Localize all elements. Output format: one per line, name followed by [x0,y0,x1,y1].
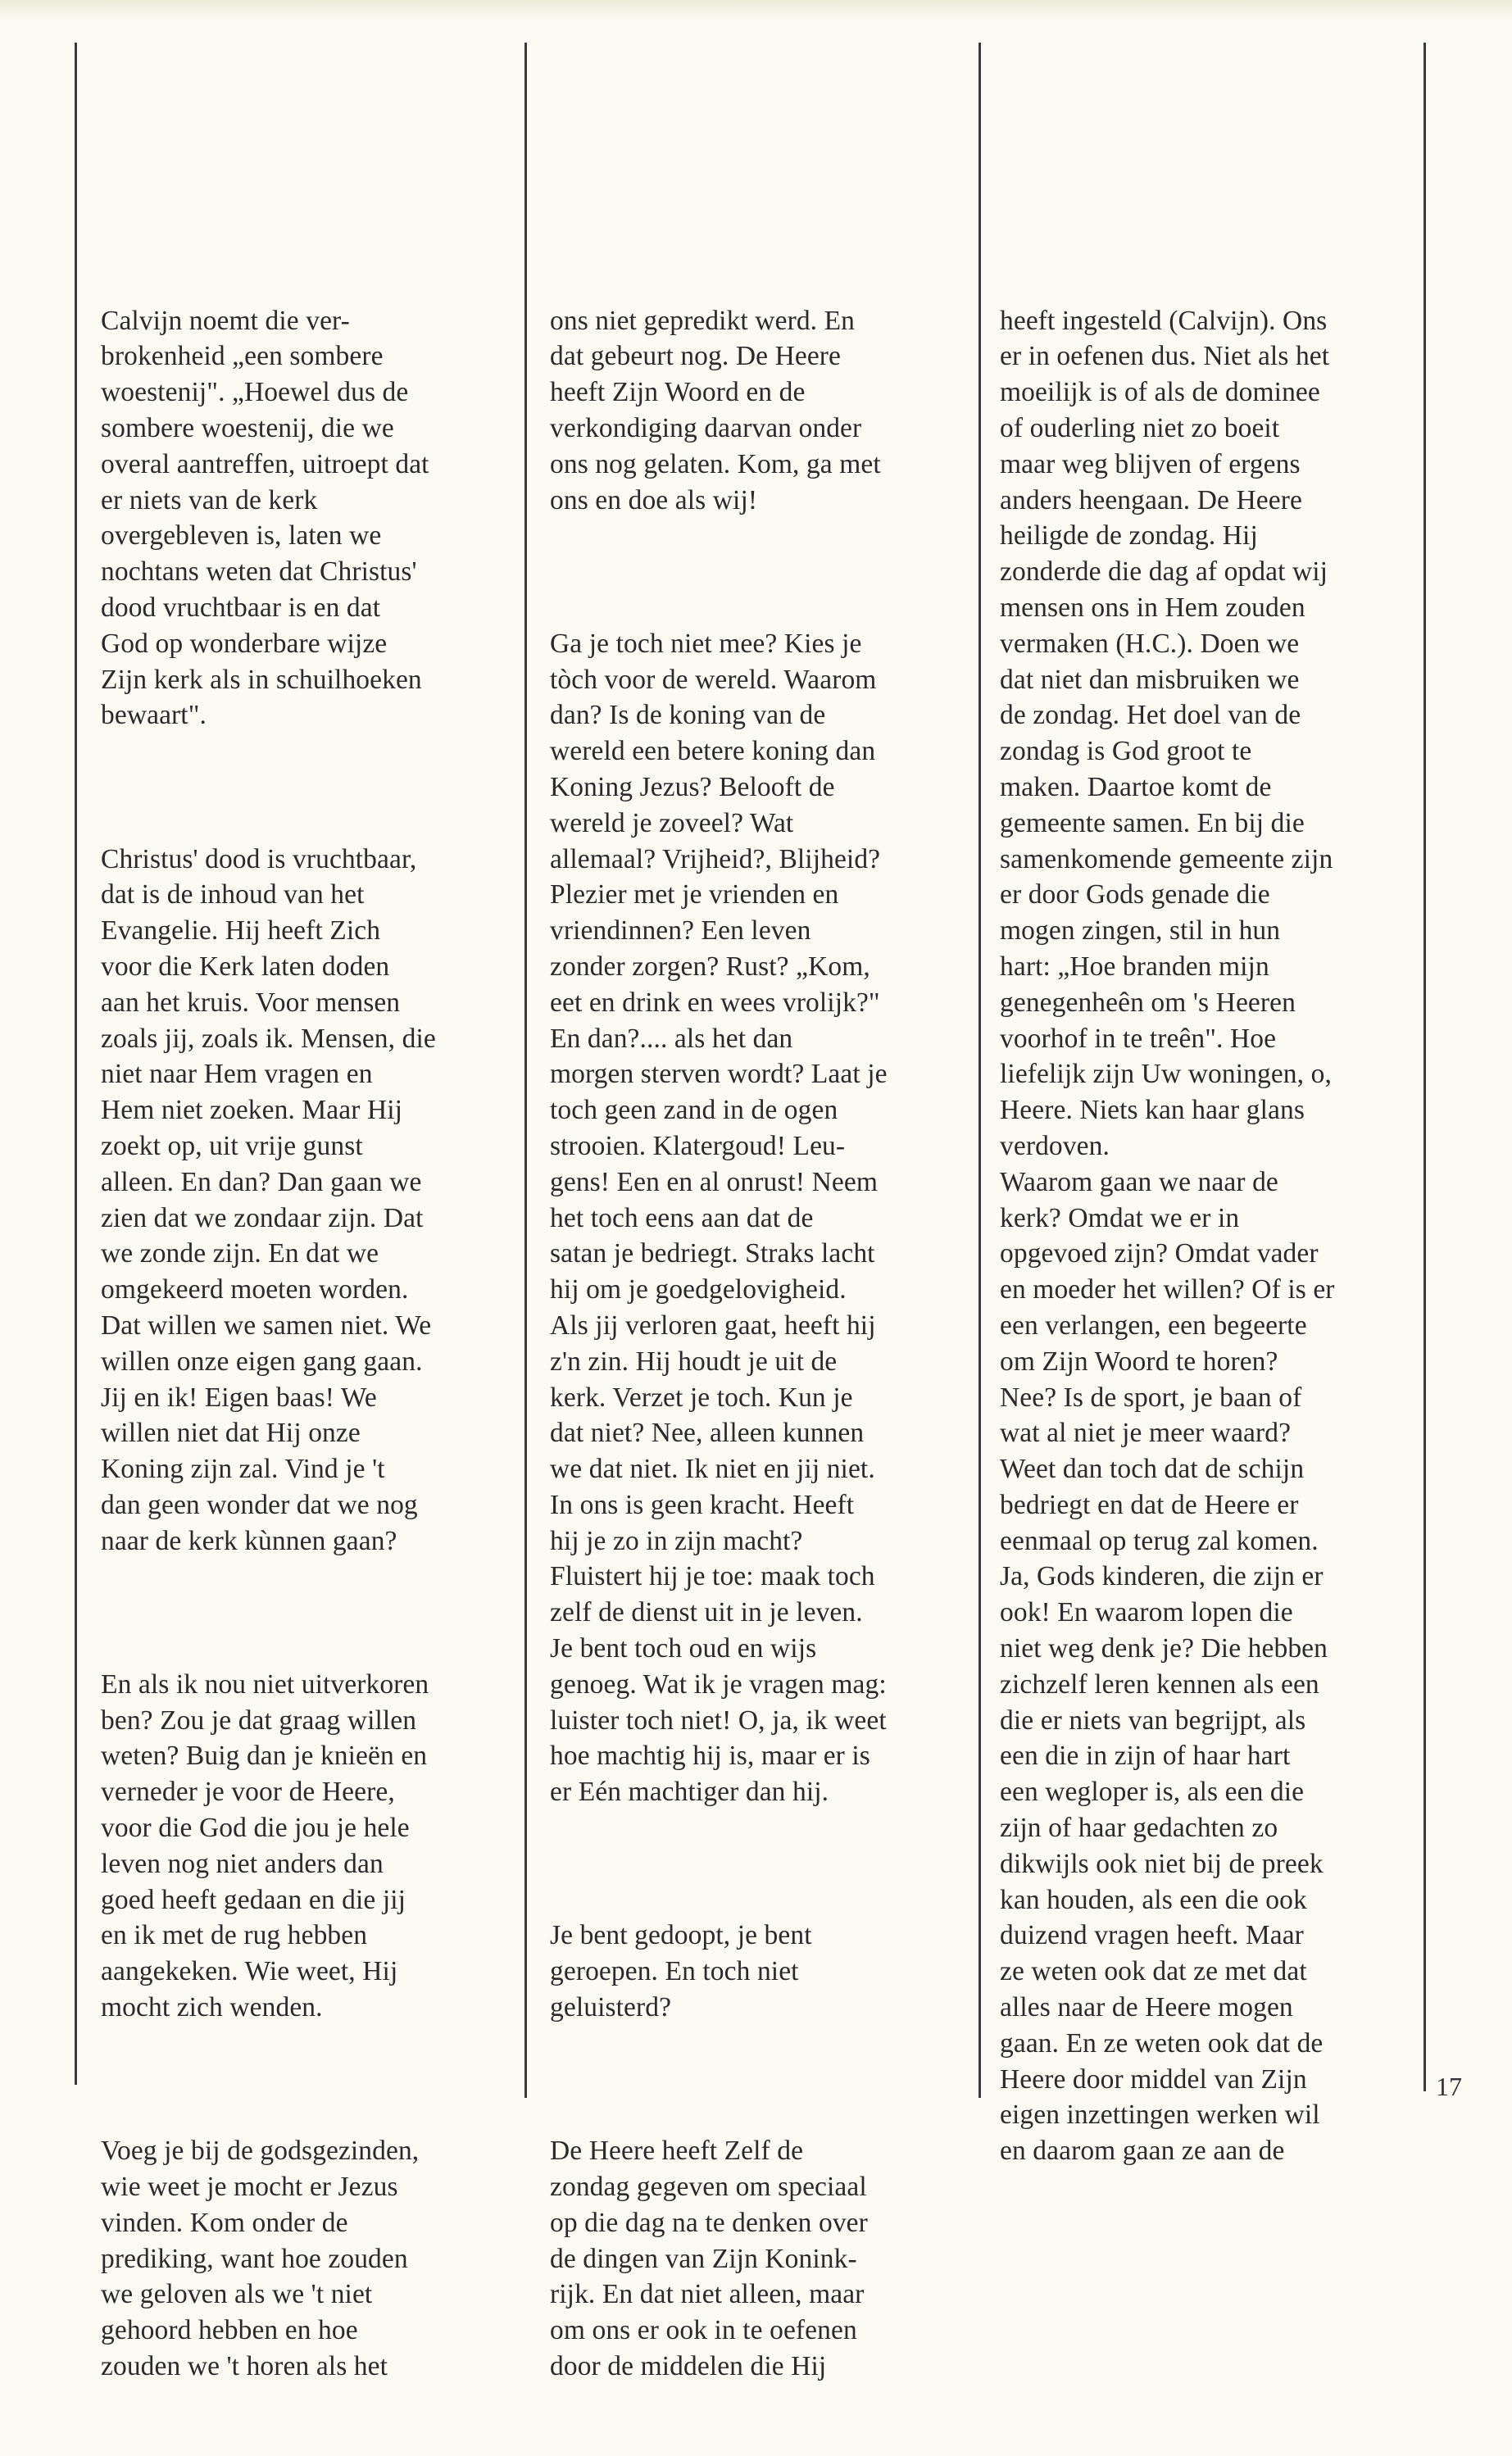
text-column-3 [1000,231,1426,2241]
paragraph: De Heere heeft Zelf de zondag gegeven om speciaal op die dag na te denken over de dingen van Zijn Konink- rijk. En dat niet alleen, maar om ons er ook in te oefenen door de middelen die Hij [550,2136,868,2382]
paragraph: Je bent gedoopt, je bent geroepen. En toch niet geluisterd? [550,1920,812,2023]
text-column-2 [550,231,976,2456]
paragraph: Ga je toch niet mee? Kies je tòch voor de wereld. Waarom dan? Is de koning van de wereld een betere koning dan Koning Jezus? Belooft de wereld je zoveel? Wat allemaal? Vrijheid?, Blijheid? Plezier met je vrienden en vriendinnen? Een leven zonder zorgen? Rust? „Kom, eet en drink en wees vrolijk?" En dan?.... als het dan morgen sterven wordt? Laat je toch geen zand in de ogen strooien. Klatergoud! Leu- gens! Een en al onrust! Neem het toch eens aan dat de satan je bedriegt. Straks lacht hij om je goedgelovigheid. Als jij verloren gaat, heeft hij z'n zin. Hij houdt je uit de kerk. Verzet je toch. Kun je dat niet? Nee, alleen kunnen we dat niet. Ik niet en jij niet. In ons is geen kracht. Heeft hij je zo in zijn macht? Fluistert hij je toe: maak toch zelf de dienst uit in je leven. Je bent toch oud en wijs genoeg. Wat ik je vragen mag: luister toch niet! O, ja, ik weet hoe machtig hij is, maar er is er Eén machtiger dan hij. [550,628,888,1808]
paragraph: En als ik nou niet uitverkoren ben? Zou je dat graag willen weten? Buig dan je knieën en verneder je voor de Heere, voor die God die jou je hele leven nog niet anders dan goed heeft gedaan en die jij en ik met de rug hebben aangekeken. Wie weet, Hij mocht zich wenden. [101,1668,429,2023]
paragraph: heeft ingesteld (Calvijn). Ons er in oefenen dus. Niet als het moeilijk is of als de dominee of ouderling niet zo boeit maar weg blijven of ergens anders heengaan. De Heere heiligde de zondag. Hij zonderde die dag af opdat wij mensen ons in Hem zouden vermaken (H.C.). Doen we dat niet dan misbruiken we de zondag. Het doel van de zondag is God groot te maken. Daartoe komt de gemeente samen. En bij die samenkomende gemeente zijn er door Gods genade die mogen zingen, stil in hun hart: „Hoe branden mijn genegenheên om 's Heeren voorhof in te treên". Hoe liefelijk zijn Uw woningen, o, Heere. Niets kan haar glans verdoven. Waarom gaan we naar de kerk? Omdat we er in opgevoed zijn? Omdat vader en moeder het willen? Of is er een verlangen, een begeerte om Zijn Woord te horen? Nee? Is de sport, je baan of wat al niet je meer waard? Weet dan toch dat de schijn bedriegt en dat de Heere er eenmaal op terug zal komen. Ja, Gods kinderen, die zijn er ook! En waarom lopen die niet weg denk je? Die hebben zichzelf leren kennen als een die er niets van begrijpt, als een die in zijn of haar hart een wegloper is, als een die zijn of haar gedachten zo dikwijls ook niet bij de preek kan houden, als een die ook duizend vragen heeft. Maar ze weten ook dat ze met dat alles naar de Heere mogen gaan. En ze weten ook dat de Heere door middel van Zijn eigen inzettingen werken wil en daarom gaan ze aan de [1000,305,1335,2167]
column-rule-left [75,43,77,2085]
paragraph: ons niet gepredikt werd. En dat gebeurt nog. De Heere heeft Zijn Woord en de verkondiging daarvan onder ons nog gelaten. Kom, ga met ons en doe als wij! [550,305,881,515]
column-rule-2 [978,43,981,2098]
paragraph: Calvijn noemt die ver- brokenheid „een sombere woestenij". „Hoewel dus de sombere woestenij, die we overal aantreffen, uitroept dat er niets van de kerk overgebleven is, laten we nochtans weten dat Christus' dood vruchtbaar is en dat God op wonderbare wijze Zijn kerk als in schuilhoeken bewaart". [101,305,429,731]
paragraph: Voeg je bij de godsgezinden, wie weet je mocht er Jezus vinden. Kom onder de prediking, want hoe zouden we geloven als we 't niet gehoord hebben en hoe zouden we 't horen als het [101,2136,420,2382]
scan-top-edge [0,0,1512,21]
paragraph: Christus' dood is vruchtbaar, dat is de inhoud van het Evangelie. Hij heeft Zich voor die Kerk laten doden aan het kruis. Voor mensen zoals jij, zoals ik. Mensen, die niet naar Hem vragen en Hem niet zoeken. Maar Hij zoekt op, uit vrije gunst alleen. En dan? Dan gaan we zien dat we zondaar zijn. Dat we zonde zijn. En dat we omgekeerd moeten worden. Dat willen we samen niet. We willen onze eigen gang gaan. Jij en ik! Eigen baas! We willen niet dat Hij onze Koning zijn zal. Vind je 't dan geen wonder dat we nog naar de kerk kùnnen gaan? [101,843,436,1556]
page-number: 17 [1436,2072,1462,2101]
text-column-1 [101,231,527,2456]
